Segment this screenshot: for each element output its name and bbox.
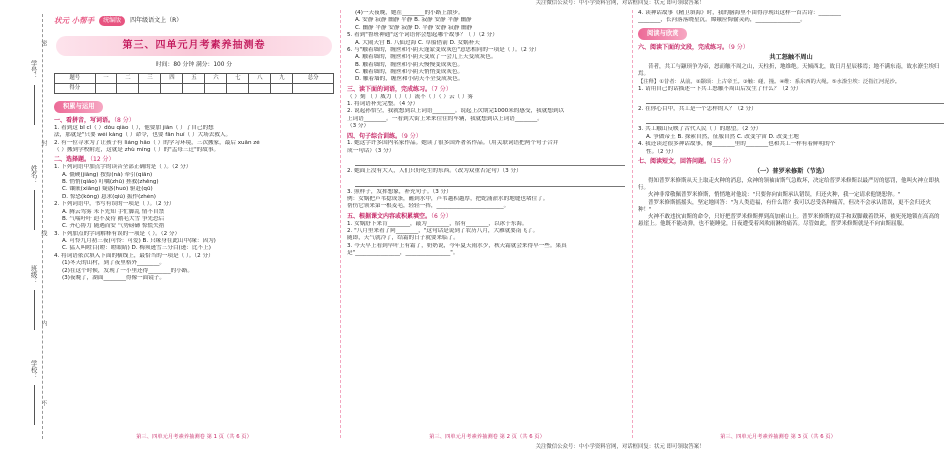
question-line: 1. 将词语补充完整。（4 分）	[347, 101, 419, 108]
question-line: 3. 共工触山反映了古代人民（ ）的愿望。（2 分）	[638, 126, 762, 133]
answer-line[interactable]	[646, 94, 944, 104]
passage-paragraph: 火神不敢违抗宙斯的命令，只好把普罗米修斯押到高加索山上。普罗米修斯的双手和双脚戴着铁环，被死死地锁在高高的悬崖上。他既不能动弹，也不能睡觉，日夜遭受着风吹雨淋的痛苦。尽管如此，普罗米修斯就是不向宙斯屈服。	[638, 214, 940, 228]
question-line: 2. 在你心目中，共工是一个怎样的人？（2 分）	[638, 106, 757, 112]
question-heading: 二、选择题。（12 分）	[54, 156, 115, 164]
passage-note: 【注释】①昔者：从前。②颛顼：上古帝王。③触：碰、撞。④维：系东西的大绳。⑤水潦尘埃：泛指江河泥沙。	[638, 78, 901, 85]
question-line: 3. 今天早上看到早叶上有霜了，奶奶说，今年夏天雨水少，秋天霜就会来得早一些。果真	[347, 242, 567, 249]
page-2	[347, 10, 625, 438]
score-cell: 五	[183, 73, 205, 83]
question-line: 4. 我还读过很多神话故事，像________里的________也和共工一样有着鲜明的个	[638, 141, 836, 148]
page-divider	[632, 10, 633, 438]
exam-title: 第三、四单元月考素养抽测卷	[56, 36, 332, 56]
score-cell: 二	[117, 73, 139, 83]
name-label: 姓名：	[29, 165, 38, 185]
question-line: 2. "八月里来看了阿________，"这句话是说到了农历八月，大雁就要南飞了。	[347, 227, 539, 234]
option-line: A. 僵硬(jiāng) 按捺(nà) 牵引(qiān)	[62, 171, 153, 178]
question-line: 2. 有一位寻求为了让孩子有 liáng hǎo（ ）的学习环境，三次搬家，最后 xuǎn zé	[54, 139, 260, 146]
student-id-label: 学号：	[29, 60, 38, 80]
option-line: (2)在这个时候，发现了一小里还得________的小路。	[62, 267, 193, 274]
score-input-cell[interactable]	[205, 83, 227, 93]
question-line: 帮伤它领来第一根麦毛，轻轻一挥，________________________。	[347, 203, 510, 210]
brand-logo: 状元 小帮手	[54, 16, 95, 26]
question-line: 例：女娲把芦苇捻成条，蘸到水中，芦苇越积越厚，把蛇涌淤水的地缝也堵住了。	[347, 195, 549, 202]
question-line: 3. 下列加点的字词解释有误的一项是（ ）。（2 分）	[54, 230, 181, 237]
section-title: 积累与运用	[54, 101, 103, 113]
question-line: 是"________________，________________"。	[347, 250, 459, 257]
exam-meta: 时间：80 分钟 满分：100 分	[155, 62, 233, 68]
question-line: (4)一天夜晚，她在________的小路上散步。	[355, 10, 464, 16]
score-cell: 四	[161, 73, 183, 83]
passage-title: 共工怒触不周山	[769, 53, 813, 61]
question-line: 上词语________。一看到大街上来来往往的车辆，我就想到以上词语________。	[347, 115, 543, 122]
passage-paragraph: 昔者，共工与颛顼争为帝，怒而触不周之山，天柱折，地维绝。天倾西北，故日月星辰移焉；地不满东南，故水潦尘埃归焉。	[638, 64, 940, 78]
option-line: D. 惊恐(kǒng) 恳求(qiú) 振作(zhèn)	[62, 193, 156, 200]
passage-paragraph: 得知普罗米修斯从天上取走火种的消息，众神的领袖宙斯气急败坏，决定给普罗米修斯以最严厉的惩罚，他叫火神立即执行。	[638, 177, 940, 192]
passage-paragraph: 普罗米修斯摇摇头，坚定地回答："为人类造福，有什么错？我可以忍受各种痛苦，但决不会承认错误，更不会归还火种！"	[638, 199, 932, 213]
question-line: （ ）刻 （ ）威力（ ）（ ）流不（ ）（ ）云（ ）雾	[347, 93, 474, 100]
score-cell: 六	[205, 73, 227, 83]
score-value-row	[55, 83, 334, 93]
question-line: 1. 下列词语中加点字的读音全部正确的是（ ）。（2 分）	[54, 164, 192, 171]
seal-char: 密	[39, 40, 47, 46]
answer-line[interactable]	[355, 156, 625, 166]
option-line: (1)冬天的山村，到了夜里格外________。	[62, 260, 166, 267]
option-line: A. 大闹天宫 B. 八仙过海 C. 草船借箭 D. 女娲补天	[355, 39, 480, 46]
score-cell: 九	[271, 73, 293, 83]
page-divider	[340, 10, 341, 438]
option-line: B. 气喘吁吁 迫不及待 鹅毛大雪 争先恐后	[62, 215, 165, 222]
page-footer: 第三、四单元月考素养抽测卷 第 3 页（共 6 页）	[720, 434, 836, 441]
question-line: （ ）搬到学校附近，这就是 zhù míng（ ）的"孟母三迁"的故事。	[54, 146, 220, 153]
option-line: A. 腾云驾雾 未卜先知 手忙脚乱 情不自禁	[62, 208, 165, 215]
score-table	[54, 73, 334, 94]
question-line: 2. 说起孙悟空，我就想到以上词语________。说起上次期完1000米的感受，我就想到以	[347, 108, 565, 115]
score-cell: 八	[249, 73, 271, 83]
answer-line[interactable]	[355, 177, 625, 187]
option-line: C. 猛人叫瞪目(瞪：瞪眼睛) D. 梅须逊雪三分白(逊：比不上)	[62, 245, 211, 252]
question-line: 5. 看到"鲁班神通"这个词语你会想起哪个故事？（ ）（2 分）	[347, 32, 498, 39]
page-footer: 第三、四单元月考素养抽测卷 第 2 页（共 6 页）	[429, 434, 545, 441]
passage-paragraph: 火神非常敬佩普罗米修斯，悄悄地对他说："只要你向宙斯承认错误，归还火种，我一定请求他饶恕你。"	[648, 192, 901, 199]
question-line: 1. 看到这 bǐ cǐ（ ）dǒu qiào（ ），他要加 jiān（ ）了自己的想	[54, 124, 214, 131]
option-line: D. 触着墙的，缠丝和小阴天不全变成灰色。	[355, 76, 464, 83]
option-line: C. 触着墙的，缠丝和小阴天悄悄变成灰色。	[355, 69, 464, 75]
score-cell: 三	[139, 73, 161, 83]
score-header-row	[55, 73, 334, 83]
seal-char: 内	[39, 320, 47, 326]
score-cell: 七	[227, 73, 249, 83]
option-line: A. 可怜九月初三夜(可怜：可爱) B. 只缘身在此山中(缘：因为)	[62, 238, 216, 244]
score-input-cell[interactable]	[139, 83, 161, 93]
question-line: 4. 将词语依次填入下面的横线上，最恰当的一项是（ ）。（2 分）	[54, 252, 214, 259]
question-heading: 四、句子综合训练。（9 分）	[347, 132, 422, 140]
seal-char: 线	[39, 230, 47, 236]
score-input-cell[interactable]	[271, 83, 293, 93]
bottom-banner: 关注微信公众号：中小学资料官网，对话框回复：状元 即可领取答案！	[535, 444, 705, 450]
score-cell: 总分	[293, 73, 334, 83]
score-input-cell[interactable]	[95, 83, 117, 93]
question-heading: 五、根据课文内容或积累填空。（6 分）	[347, 212, 452, 220]
question-line: ________，长河落落晓星沉。嫦娥应悔偷灵药，________________。	[638, 17, 806, 24]
answer-line[interactable]	[646, 114, 944, 124]
option-line: B. 触着墙的，缠丝和小阴天慢慢变成灰色。	[355, 61, 464, 68]
class-field[interactable]	[34, 290, 35, 330]
edition-badge: 统编版	[99, 16, 125, 26]
name-field[interactable]	[34, 190, 35, 230]
question-line: 1. 她这字许多国内名家作品。她读了很多国外著名作品。（用关联词语把两个句子合并	[347, 140, 559, 147]
top-banner: 关注微信公众号：中小学资料官网，对话框回复：状元 即可领取答案！	[535, 0, 705, 6]
option-line: C. 镶嵌(xiāng) 疑惑(huò) 驱赶(qū)	[62, 186, 153, 193]
question-line: 1. 请用自己的话描述一下共工怒触不周山后发生了什么？（2 分）	[638, 85, 802, 92]
student-id-field[interactable]	[34, 85, 35, 125]
section-badge	[638, 28, 687, 40]
section-title: 阅读与欣赏	[638, 28, 687, 40]
seal-char: 不	[39, 400, 47, 406]
question-line: 4. 读神话故事《精卫填海》时，我的脑海里不由得浮现出这样一首古诗：________	[638, 10, 841, 16]
question-heading: 三、读下面的词语，完成练习。（7 分）	[347, 85, 452, 93]
question-line: 法，那就是"只要 wéi kàng（ ）命令，也要 fān huí（ ）大场去救人。	[54, 132, 232, 139]
seal-char: 封	[39, 140, 47, 146]
option-line: (3)夜晚了，湖面________得像一面镜子。	[62, 274, 166, 281]
question-line: 3. 照样子，发挥想象，补充句子。（3 分）	[347, 188, 452, 195]
question-line: （3 分）	[347, 123, 370, 130]
question-line: 1. 女娲舒下来肯________，敲为________，宿有________，以冰于东海。	[347, 220, 528, 227]
page-1	[54, 10, 334, 438]
question-line: 2. 下列词语中，书写有误的一项是（ ）。（2 分）	[54, 201, 175, 208]
score-input-cell[interactable]	[249, 83, 271, 93]
score-input-cell[interactable]	[183, 83, 205, 93]
option-line: C. 齐心协力 随遇而安 气势磅礴 惊慌失措	[62, 223, 165, 230]
score-cell: 得分	[55, 83, 96, 93]
question-heading: 六、阅读下面的文段，完成练习。（9 分）	[638, 44, 749, 52]
passage-title: （一）普罗米修斯（节选）	[753, 167, 829, 175]
option-line: C. 幽静 平静 安静 寂静 D. 平静 安静 寂静 幽静	[355, 24, 473, 31]
question-line: 性。（2 分）	[646, 148, 677, 155]
score-cell: 一	[95, 73, 117, 83]
binding-gutter	[0, 0, 52, 453]
question-line: 随即，天气就冷了，结霜的日子就要来临了。	[347, 235, 459, 242]
question-line: 成一句话）（3 分）	[347, 147, 395, 154]
school-field[interactable]	[34, 385, 35, 425]
option-line: A. 触着墙的，缠丝和小阴天变成了一会儿上天变成灰色。	[355, 54, 497, 61]
question-line: 2. 她面上没有大人，人们只好吃生的东西。（改为双重否定句）（3 分）	[347, 168, 522, 175]
option-line: A. 安静 寂静 幽静 平静 B. 寂静 安静 平静 幽静	[355, 17, 472, 24]
question-line: 6. 与"触着墙的，缠丝和小阴天蓬蒙变成灰色"意思相同的一项是（ ）。（2 分）	[347, 46, 540, 53]
grade-label: 四年级语文上（R）	[130, 17, 183, 25]
cut-line	[42, 14, 43, 439]
option-line: B. 悄悄(qiǎo) 叮嘱(zhǔ) 拯救(zhěng)	[62, 179, 159, 185]
page-footer: 第三、四单元月考素养抽测卷 第 1 页（共 6 页）	[136, 434, 252, 441]
question-heading: 一、看拼音，写词语。（8 分）	[54, 116, 135, 124]
section-badge	[54, 101, 103, 113]
option-line: A. 争做帝王 B. 探索自然，征服自然 C. 改变宇宙 D. 改变土地	[646, 133, 799, 140]
score-input-cell[interactable]	[161, 83, 183, 93]
score-input-cell[interactable]	[293, 83, 334, 93]
page-3	[638, 10, 944, 438]
score-cell: 题号	[55, 73, 96, 83]
score-input-cell[interactable]	[227, 83, 249, 93]
school-label: 学校：	[29, 360, 38, 380]
brand-header	[54, 10, 334, 32]
question-heading: 七、阅读短文，回答问题。（15 分）	[638, 157, 735, 165]
score-input-cell[interactable]	[117, 83, 139, 93]
class-label: 班级：	[29, 265, 38, 285]
